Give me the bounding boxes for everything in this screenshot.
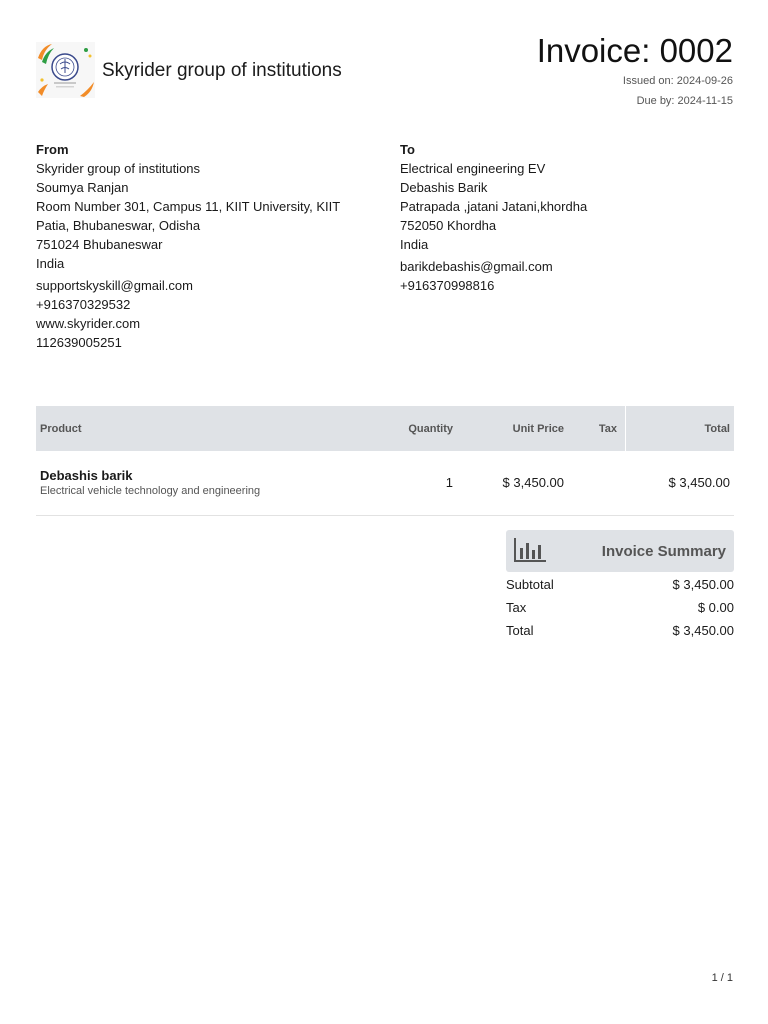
from-heading: From — [36, 142, 69, 157]
logo-emblem-icon — [36, 42, 95, 98]
summary-total-row — [506, 619, 734, 642]
subtotal-label: Subtotal — [506, 577, 554, 592]
to-phone: +916370998816 — [400, 278, 495, 293]
column-header-unit-price: Unit Price — [457, 407, 568, 451]
to-country: India — [400, 237, 429, 252]
from-city-line: 751024 Bhubaneswar — [36, 237, 163, 252]
from-address-line2: Patia, Bhubaneswar, Odisha — [36, 218, 201, 233]
to-city-line: 752050 Khordha — [400, 218, 497, 233]
item-tax — [568, 451, 626, 516]
subtotal-value: $ 3,450.00 — [672, 577, 734, 592]
invoice-title: Invoice: 0002 — [536, 32, 733, 69]
company-name: Skyrider group of institutions — [102, 60, 342, 81]
from-country: India — [36, 256, 65, 271]
from-address-line1: Room Number 301, Campus 11, KIIT University, KIIT — [36, 199, 341, 214]
tax-label: Tax — [506, 600, 527, 615]
column-header-product: Product — [36, 407, 357, 451]
from-phone: +916370329532 — [36, 297, 131, 312]
from-address-block — [36, 140, 366, 352]
item-unit-price: $ 3,450.00 — [502, 475, 564, 491]
summary-title: Invoice Summary — [601, 543, 726, 560]
tax-value: $ 0.00 — [697, 600, 734, 615]
from-company: Skyrider group of institutions — [36, 161, 201, 176]
table-header-row — [36, 407, 734, 451]
item-name: Debashis barik — [40, 468, 133, 484]
issued-date: Issued on: 2024-09-26 — [622, 75, 733, 87]
invoice-summary — [506, 530, 734, 642]
from-website: www.skyrider.com — [36, 316, 141, 331]
bar-chart-icon — [514, 538, 546, 562]
table-row — [36, 451, 734, 516]
item-description: Electrical vehicle technology and engineering — [40, 485, 261, 498]
line-items-table — [36, 406, 734, 516]
summary-tax-row — [506, 596, 734, 619]
summary-header — [506, 530, 734, 572]
summary-rows — [506, 573, 734, 642]
company-logo — [36, 42, 95, 98]
column-header-quantity: Quantity — [357, 407, 457, 451]
column-header-tax: Tax — [568, 407, 626, 451]
summary-subtotal-row — [506, 573, 734, 596]
to-address-line1: Patrapada ,jatani Jatani,khordha — [400, 199, 588, 214]
item-total: $ 3,450.00 — [668, 475, 730, 491]
from-tax-id: 112639005251 — [36, 335, 122, 350]
due-date: Due by: 2024-11-15 — [636, 95, 733, 107]
to-heading: To — [400, 142, 415, 157]
total-label: Total — [506, 623, 534, 638]
to-contact: Debashis Barik — [400, 180, 488, 195]
page-number: 1 / 1 — [711, 972, 733, 984]
to-address-block — [400, 140, 730, 295]
to-company: Electrical engineering EV — [400, 161, 546, 176]
from-contact: Soumya Ranjan — [36, 180, 129, 195]
item-product-cell — [36, 451, 357, 516]
from-email: supportskyskill@gmail.com — [36, 278, 193, 293]
total-value: $ 3,450.00 — [672, 623, 734, 638]
to-email: barikdebashis@gmail.com — [400, 259, 553, 274]
item-quantity: 1 — [445, 475, 453, 491]
column-header-total: Total — [626, 407, 735, 451]
